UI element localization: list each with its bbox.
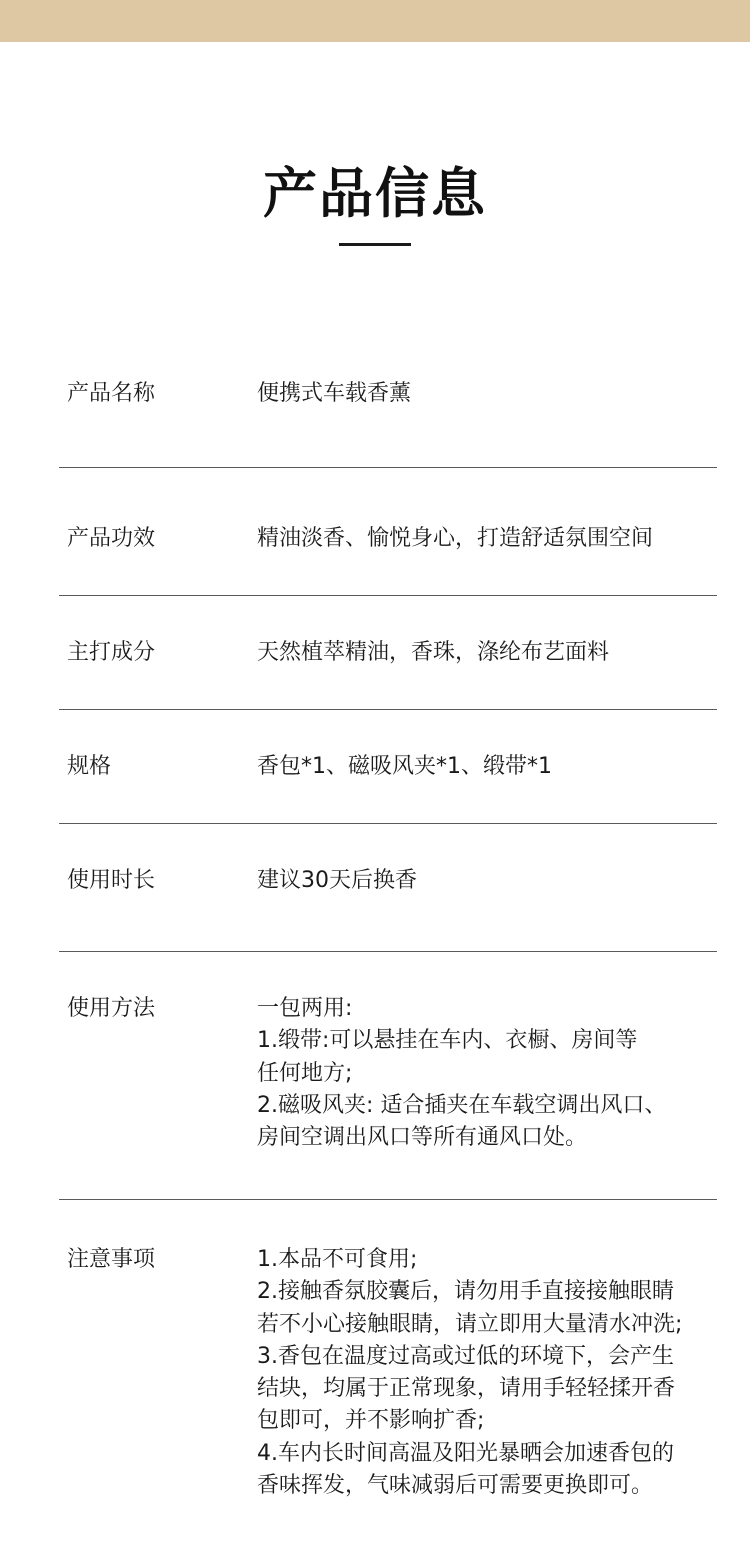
value-line: 天然植萃精油，香珠，涤纶布艺面料 <box>257 640 610 665</box>
value-line: 精油淡香、愉悦身心，打造舒适氛围空间 <box>257 526 654 551</box>
value-line: 结块，均属于正常现象，请用手轻轻揉开香 <box>257 1376 676 1402</box>
title-underline <box>339 243 411 246</box>
divider <box>59 595 717 596</box>
row-label: 注意事项 <box>67 1247 156 1272</box>
divider <box>59 951 717 952</box>
value-line: 1.缎带:可以悬挂在车内、衣橱、房间等 <box>257 1028 638 1054</box>
row-value <box>257 993 666 1154</box>
row-value <box>257 378 411 410</box>
value-line: 若不小心接触眼睛，请立即用大量清水冲洗; <box>257 1311 683 1337</box>
divider <box>59 823 717 824</box>
value-line: 香味挥发，气味减弱后可需要更换即可。 <box>257 1473 654 1499</box>
divider <box>59 467 717 468</box>
row-label: 规格 <box>67 754 112 779</box>
value-line: 2.磁吸风夹: 适合插夹在车载空调出风口、 <box>257 1092 667 1118</box>
row-value <box>257 865 417 897</box>
divider <box>59 709 717 710</box>
value-line: 3.香包在温度过高或过低的环境下，会产生 <box>257 1343 674 1369</box>
row-label: 使用方法 <box>67 996 156 1021</box>
value-line: 任何地方; <box>257 1060 353 1086</box>
value-line: 一包两用: <box>257 996 353 1021</box>
row-label: 使用时长 <box>67 868 156 893</box>
value-line: 2.接触香氛胶囊后，请勿用手直接接触眼睛 <box>257 1279 674 1305</box>
value-line: 包即可，并不影响扩香; <box>257 1408 485 1434</box>
row-value <box>257 751 552 783</box>
value-line: 4.车内长时间高温及阳光暴晒会加速香包的 <box>257 1440 674 1466</box>
top-accent-band <box>0 0 750 42</box>
value-line: 香包*1、磁吸风夹*1、缎带*1 <box>257 754 552 779</box>
row-label: 主打成分 <box>67 640 156 665</box>
divider <box>59 1199 717 1200</box>
page-title: 产品信息 <box>263 161 487 225</box>
value-line: 便携式车载香薰 <box>257 381 412 406</box>
value-line: 1.本品不可食用; <box>257 1247 418 1272</box>
row-label: 产品名称 <box>67 381 156 406</box>
row-value <box>257 1244 682 1502</box>
value-line: 房间空调出风口等所有通风口处。 <box>257 1125 588 1151</box>
row-label: 产品功效 <box>67 526 156 551</box>
row-value <box>257 523 653 555</box>
row-value <box>257 637 609 669</box>
value-line: 建议30天后换香 <box>257 868 417 893</box>
